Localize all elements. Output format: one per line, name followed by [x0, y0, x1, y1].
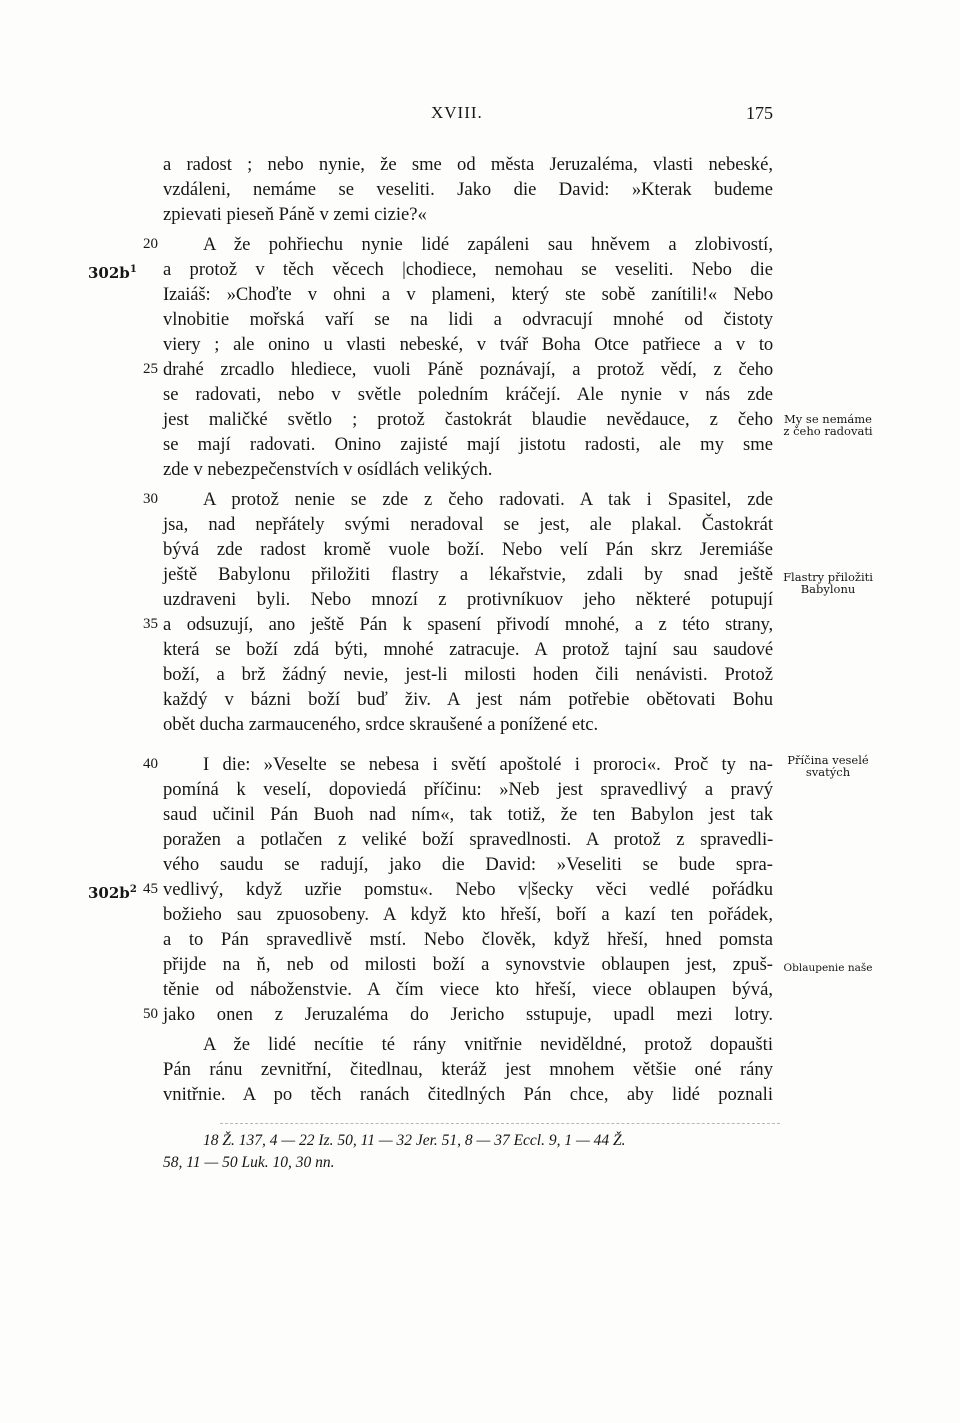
text-line: jsa, nad nepřátely svými neradoval se jest, ale plakal. Častokrát: [163, 514, 773, 535]
marginal-note-line: Oblaupenie naše: [783, 962, 873, 974]
line-number: 50: [143, 1006, 158, 1022]
text-line: se radovati, nebo v světle poledním kráčejí. Ale nynie v nás zde: [163, 384, 773, 405]
text-line: jako onen z Jeruzaléma do Jericho sstupuje, upadl mezi lotry.: [163, 1004, 773, 1025]
text-line: a protož v těch věcech |chodiece, nemohau se veseliti. Nebo die: [163, 259, 773, 280]
text-line: A protož nenie se zde z čeho radovati. A tak i Spasitel, zde: [203, 489, 773, 510]
text-line: obět ducha zarmauceného, srdce skraušené a ponížené etc.: [163, 714, 599, 735]
folio-superscript: 2: [129, 884, 137, 895]
folio-mark: [88, 877, 137, 906]
line-number: 25: [143, 361, 158, 377]
text-line: vého saudu se radují, jako die David: »Veseliti se bude spra-: [163, 854, 773, 875]
text-line: I die: »Veselte se nebesa i světí apoštolé i proroci«. Proč ty na-: [203, 754, 773, 775]
text-line: a odsuzují, ano ještě Pán k spasení přivodí mnohé, a z této strany,: [163, 614, 773, 635]
text-line: drahé zrcadlo hlediece, vuoli Páně poznávají, a protož vědí, z čeho: [163, 359, 773, 380]
text-line: saud učinil Pán Buoh nad ním«, tak totiž, že ten Babylon jest tak: [163, 804, 773, 825]
text-line: vzdáleni, nemáme se veseliti. Jako die David: »Kterak budeme: [163, 179, 773, 200]
page-header: [163, 103, 773, 129]
line-number: 45: [143, 881, 158, 897]
text-line: božieho sau zpuosobeny. A když kto hřeší, boří a kazí ten pořádek,: [163, 904, 773, 925]
text-line: uzdraveni byli. Nebo mnozí z protivníkuov jeho některé potupují: [163, 589, 773, 610]
marginal-note: [778, 754, 878, 778]
marginal-note-line: svatých: [805, 765, 851, 779]
text-line: a radost ; nebo nynie, že sme od města Jeruzaléma, vlasti nebeské,: [163, 154, 773, 175]
chapter-number: XVIII.: [431, 103, 483, 122]
text-line: přijde na ň, neb od milosti boží a synovstvie oblaupen jest, zpuš-: [163, 954, 773, 975]
text-line: jest maličké světlo ; protož častokrát blaudie nevědauce, z čeho: [163, 409, 773, 430]
text-line: která se boží zdá býti, mnohé zatracuje. A protož tajní sau saudové: [163, 639, 773, 660]
text-line: vedlivý, když uzřie pomstu«. Nebo v|šecky věci vedlé pořádku: [163, 879, 773, 900]
text-line: boží, a brž žádný nevie, jest-li milosti hoden čili nenávisti. Protož: [163, 664, 773, 685]
line-number: 30: [143, 491, 158, 507]
line-number: 35: [143, 616, 158, 632]
folio-label: 302b: [88, 264, 130, 282]
marginal-note-line: Flastry přiložiti: [783, 570, 873, 584]
folio-mark: [88, 257, 137, 286]
marginal-note-line: My se nemáme: [784, 412, 872, 426]
footnote-line: 58, 11 — 50 Luk. 10, 30 nn.: [163, 1154, 335, 1171]
marginal-note: [778, 413, 878, 437]
text-line: Izaiáš: »Choďte v ohni a v plameni, který ste sobě zanítili!« Nebo: [163, 284, 773, 305]
text-line: se mají radovati. Onino zajisté mají jistotu radosti, ale my sme: [163, 434, 773, 455]
text-line: pomíná k veselí, dopoviedá příčinu: »Neb jest spravedlivý a pravý: [163, 779, 773, 800]
marginal-note-line: Příčina veselé: [787, 753, 869, 767]
marginal-note-line: Babylonu: [800, 582, 856, 596]
line-number: 40: [143, 756, 158, 772]
text-line: každý v bázni boží buď živ. A jest nám potřebie obětovati Bohu: [163, 689, 773, 710]
marginal-note-line: z čeho radovati: [783, 424, 873, 438]
footnote-line: 18 Ž. 137, 4 — 22 Iz. 50, 11 — 32 Jer. 51, 8 — 37 Eccl. 9, 1 — 44 Ž.: [203, 1132, 626, 1149]
text-line: poražen a potlačen z veliké boží spravedlnosti. A protož z spravedli-: [163, 829, 773, 850]
text-line: ještě Babylonu přiložiti flastry a lékařstvie, zdali by snad ještě: [163, 564, 773, 585]
text-line: bývá zde radost kromě vuole boží. Nebo velí Pán skrz Jeremiáše: [163, 539, 773, 560]
text-line: vlnobitie mořská vaří se na lidi a odvracují mnohé od čistoty: [163, 309, 773, 330]
text-line: těnie od náboženstvie. A čím viece kto hřeší, viece oblaupen bývá,: [163, 979, 773, 1000]
footnote-divider: [220, 1123, 780, 1124]
text-line: zpievati pieseň Páně v zemi cizie?«: [163, 204, 427, 225]
folio-superscript: 1: [129, 264, 137, 275]
text-line: a to Pán spravedlivě mstí. Nebo člověk, když hřeší, hned pomsta: [163, 929, 773, 950]
line-number: 20: [143, 236, 158, 252]
text-line: zde v nebezpečenstvích v osídlách velikých.: [163, 459, 493, 480]
text-line: A že lidé necítie té rány vnitřnie neviděldné, protož dopaušti: [203, 1034, 773, 1055]
text-line: vnitřnie. A po těch ranách čitedlných Pán chce, aby lidé poznali: [163, 1084, 773, 1105]
text-line: Pán ránu zevnitřní, čitedlnau, kteráž jest mnohem většie oné rány: [163, 1059, 773, 1080]
marginal-note: [778, 571, 878, 595]
folio-label: 302b: [88, 884, 130, 902]
page-number: 175: [746, 103, 773, 123]
text-line: viery ; ale onino u vlasti nebeské, v tvář Boha Otce patřiece a v to: [163, 334, 773, 355]
text-line: A že pohřiechu nynie lidé zapáleni sau hněvem a zlobivostí,: [203, 234, 773, 255]
marginal-note: [778, 962, 878, 974]
